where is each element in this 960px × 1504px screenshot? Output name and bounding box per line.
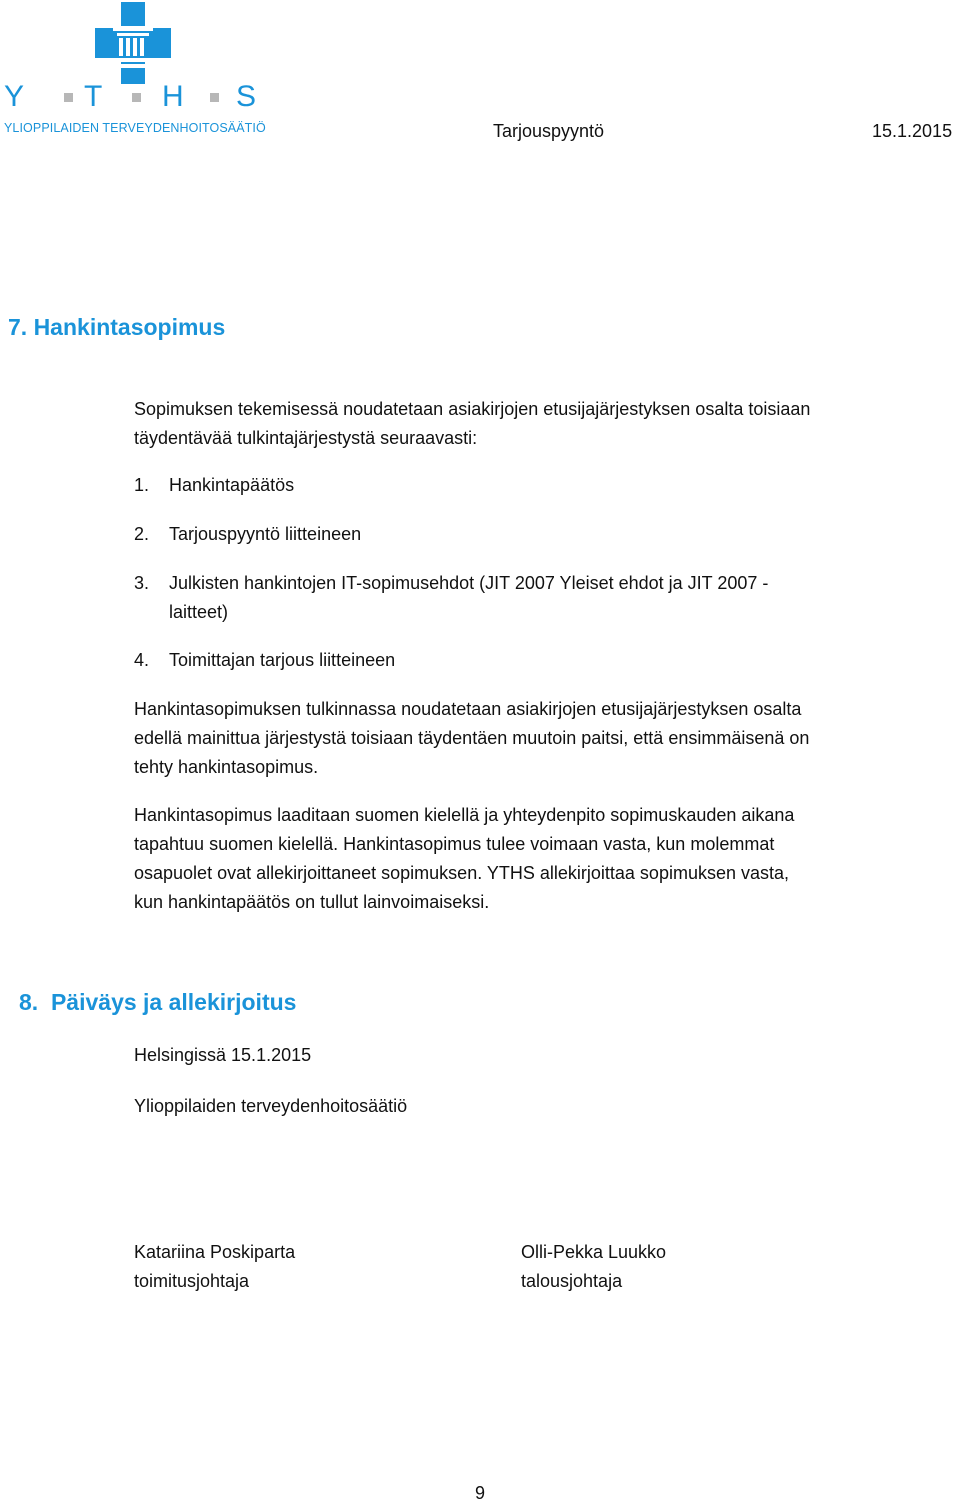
- page-number: 9: [474, 1483, 485, 1503]
- signer-name: Katariina Poskiparta: [134, 1242, 296, 1262]
- logo-letter-h: H: [162, 80, 184, 113]
- paragraph-line: Hankintasopimus laaditaan suomen kielellä ja yhteydenpito sopimuskauden aikana: [134, 805, 795, 825]
- yths-logo: [0, 0, 266, 140]
- paragraph-line: edellä mainittua järjestystä toisiaan täydentäen muutoin paitsi, että ensimmäisenä on: [134, 728, 810, 748]
- list-text: Tarjouspyyntö liitteineen: [169, 524, 362, 544]
- organization-name: Ylioppilaiden terveydenhoitosäätiö: [134, 1096, 408, 1116]
- section-7-title: 7. Hankintasopimus: [8, 314, 226, 340]
- logo-letter-y: Y: [4, 80, 25, 113]
- logo-dot: [132, 93, 141, 102]
- list-number: 2.: [134, 524, 150, 544]
- list-item-1: [134, 471, 954, 500]
- document-date: 15.1.2015: [872, 121, 953, 141]
- intro-line: täydentävää tulkintajärjestystä seuraavasti:: [134, 428, 478, 448]
- paragraph-line: Hankintasopimuksen tulkinnassa noudatetaan asiakirjojen etusijajärjestyksen osalta: [134, 699, 802, 719]
- section-7-paragraph-2: [134, 801, 954, 917]
- list-number: 4.: [134, 650, 150, 670]
- document-title: Tarjouspyyntö: [493, 121, 605, 141]
- list-text: Hankintapäätös: [169, 475, 295, 495]
- logo-dot: [210, 93, 219, 102]
- list-item-2: [134, 520, 954, 549]
- place-and-date: Helsingissä 15.1.2015: [134, 1045, 312, 1065]
- list-text: laitteet): [169, 602, 229, 622]
- logo-letters: [4, 82, 260, 112]
- signer-2: [521, 1238, 881, 1296]
- section-7-paragraph-1: [134, 695, 954, 782]
- section-8-title: 8. Päiväys ja allekirjoitus: [19, 989, 297, 1015]
- logo-tagline: YLIOPPILAIDEN TERVEYDENHOITOSÄÄTIÖ: [4, 121, 266, 135]
- intro-line: Sopimuksen tekemisessä noudatetaan asiakirjojen etusijajärjestyksen osalta toisiaan: [134, 399, 811, 419]
- list-number: 1.: [134, 475, 150, 495]
- list-item-4: [134, 646, 954, 675]
- list-item-3: [134, 569, 954, 627]
- logo-dot: [64, 93, 73, 102]
- logo-letter-s: S: [236, 80, 257, 113]
- list-text: Julkisten hankintojen IT-sopimusehdot (JIT 2007 Yleiset ehdot ja JIT 2007 -: [169, 573, 769, 593]
- paragraph-line: osapuolet ovat allekirjoittaneet sopimuksen. YTHS allekirjoittaa sopimuksen vasta,: [134, 863, 790, 883]
- logo-letter-t: T: [84, 80, 103, 113]
- signer-name: Olli-Pekka Luukko: [521, 1242, 667, 1262]
- list-number: 3.: [134, 573, 150, 593]
- signer-1: [134, 1238, 494, 1296]
- signer-role: talousjohtaja: [521, 1271, 623, 1291]
- list-text: Toimittajan tarjous liitteineen: [169, 650, 396, 670]
- paragraph-line: tapahtuu suomen kielellä. Hankintasopimus tulee voimaan vasta, kun molemmat: [134, 834, 775, 854]
- paragraph-line: kun hankintapäätös on tullut lainvoimaiseksi.: [134, 892, 490, 912]
- paragraph-line: tehty hankintasopimus.: [134, 757, 319, 777]
- section-7-intro: [134, 395, 954, 453]
- signer-role: toimitusjohtaja: [134, 1271, 250, 1291]
- medical-cross-pillar-icon: [95, 2, 171, 84]
